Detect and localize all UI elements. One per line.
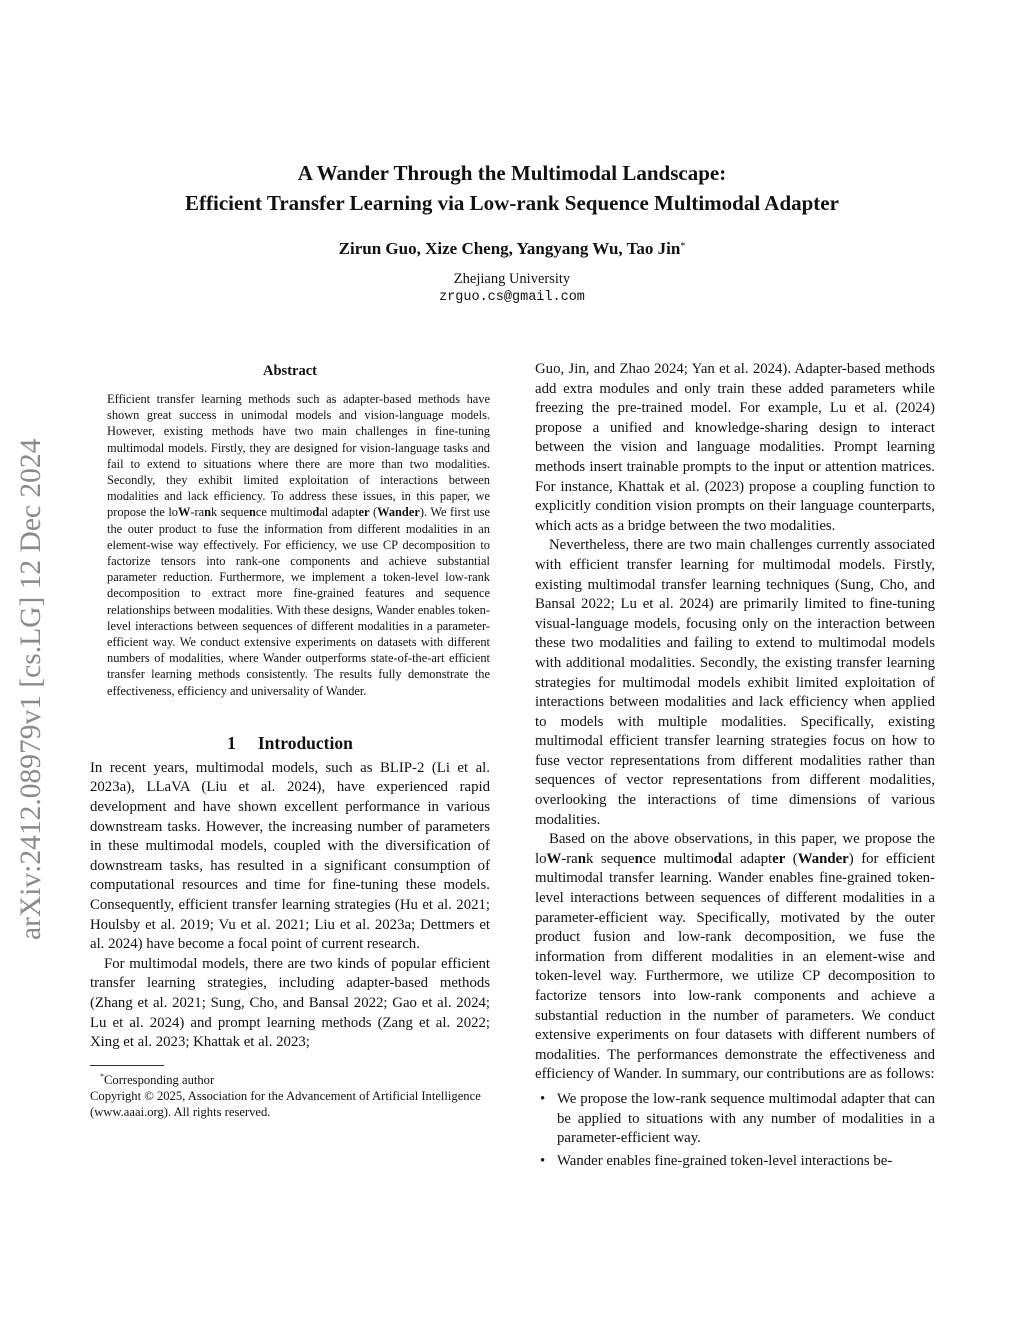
section-title: Introduction [257,732,353,753]
intro-paragraph-2: For multimodal models, there are two kinds of popular efficient transfer learning strategies, including adapter-based methods (Zhang et al. 2021; Sung, Cho, and Bansal 2022; Gao et al. 2024; Lu et al. 2024) and prompt learning methods (Zang et al. 2022; Xing et al. 2023; Khattak et al. 2023; [90,955,490,1051]
section-heading-introduction [90,733,490,753]
author-names: Zirun Guo, Xize Cheng, Yangyang Wu, Tao Jin [338,239,681,258]
footnote-divider [90,1065,164,1066]
arxiv-identifier-stamp: arXiv:2412.08979v1 [cs.LG] 12 Dec 2024 [15,438,47,940]
title-line-1: A Wander Through the Multimodal Landscape: [297,161,727,185]
left-column [90,362,490,1120]
abstract-heading: Abstract [263,363,317,379]
section-number: 1 [227,732,236,753]
copyright-notice: Copyright © 2025, Association for the Advancement of Artificial Intelligence (www.aaai.org). All rights reserved. [90,1088,481,1119]
paper-title [0,158,1024,218]
list-item: • Wander enables fine-grained token-level interactions be- [535,1152,935,1172]
author-email[interactable]: zrguo.cs@gmail.com [439,290,585,305]
affiliation: Zhejiang University [453,271,571,287]
intro-paragraph-1: In recent years, multimodal models, such as BLIP-2 (Li et al. 2023a), LLaVA (Liu et al. 2024), have experienced rapid development and have shown excellent performance in various downstream tasks. However, the increasing number of parameters in these multimodal models, coupled with the diversification of downstream tasks, has resulted in a significant consumption of computational resources and time for fine-tuning these models. Consequently, efficient transfer learning strategies (Hu et al. 2021; Houlsby et al. 2019; Vu et al. 2021; Liu et al. 2023a; Dettmers et al. 2024) have become a focal point of current research. [90,759,490,953]
author-list [0,238,1024,260]
list-item: • We propose the low-rank sequence multimodal adapter that can be applied to situations with any number of modalities in a parameter-efficient way. [540,1090,935,1147]
right-column [535,360,935,1174]
right-paragraph-2: Nevertheless, there are two main challenges currently associated with efficient transfer learning for multimodal models. Firstly, existing multimodal transfer learning techniques (Sung, Cho, and Bansal 2022; Lu et al. 2024) are primarily limited to fine-tuning visual-language models, focusing only on the interaction between these two modalities and failing to extend to multimodal models with additional modalities. Secondly, the existing transfer learning strategies for multimodal models exhibit limited exploitation of interactions between modalities and lack efficiency when applied to models with multiple modalities. Specifically, existing multimodal efficient transfer learning strategies focus on how to fuse vector representations from different modalities rather than sequences of vector representations from different modalities, overlooking the interactions of time dimensions of various modalities. [535,537,935,828]
title-line-2: Efficient Transfer Learning via Low-rank Sequence Multimodal Adapter [185,191,839,215]
abstract-text: Efficient transfer learning methods such as adapter-based methods have shown great success in unimodal models and vision-language models. However, existing methods have two main challenges in fine-tuning multimodal models. Firstly, they are designed for vision-language tasks and fail to extend to situations where there are more than two modalities. Secondly, they exhibit limited exploitation of interactions between modalities and lack efficiency. To address these issues, in this paper, we propose the loW-rank sequence multimodal adapter (Wander). We first use the outer product to fuse the information from different modalities in an element-wise way effectively. For efficiency, we use CP decomposition to factorize tensors into rank-one components and achieve substantial parameter reduction. Furthermore, we implement a token-level low-rank decomposition to extract more fine-grained features and sequence relationships between modalities. With these designs, Wander enables token-level interactions between sequences of different modalities in a parameter-efficient way. We conduct extensive experiments on datasets with different numbers of modalities, where Wander outperforms state-of-the-art efficient transfer learning methods consistently. The results fully demonstrate the effectiveness, efficiency and universality of Wander. [107,392,490,698]
contributions-list [535,1090,935,1171]
corresponding-mark: * [680,241,686,252]
right-paragraph-1: Guo, Jin, and Zhao 2024; Yan et al. 2024). Adapter-based methods add extra modules and only train these added parameters while freezing the pre-trained model. For example, Lu et al. (2024) propose a unified and knowledge-sharing design to interact between the vision and language modalities. Prompt learning methods insert trainable prompts to the input or attention matrices. For instance, Khattak et al. (2023) propose a coupling function to explicitly condition vision prompts on their language counterparts, which acts as a bridge between the two modalities. [535,361,935,534]
right-paragraph-3: Based on the above observations, in this paper, we propose the loW-rank sequence multimodal adapter (Wander) for efficient multimodal transfer learning. Wander enables fine-grained token-level interactions between sequences of different modalities in a parameter-efficient way. Specifically, motivated by the outer product fusion and low-rank decomposition, we fuse the information from different modalities in an element-wise and token-level way. Furthermore, we utilize CP decomposition to factorize tensors into low-rank components and achieve a substantial reduction in the number of parameters. We conduct extensive experiments on four datasets with different numbers of modalities. The performances demonstrate the effectiveness and efficiency of Wander. In summary, our contributions are as follows: [535,831,935,1083]
corresponding-author-footnote: *Corresponding author [100,1071,215,1087]
bullet-icon: • [540,1152,546,1169]
bullet-icon: • [540,1090,546,1107]
